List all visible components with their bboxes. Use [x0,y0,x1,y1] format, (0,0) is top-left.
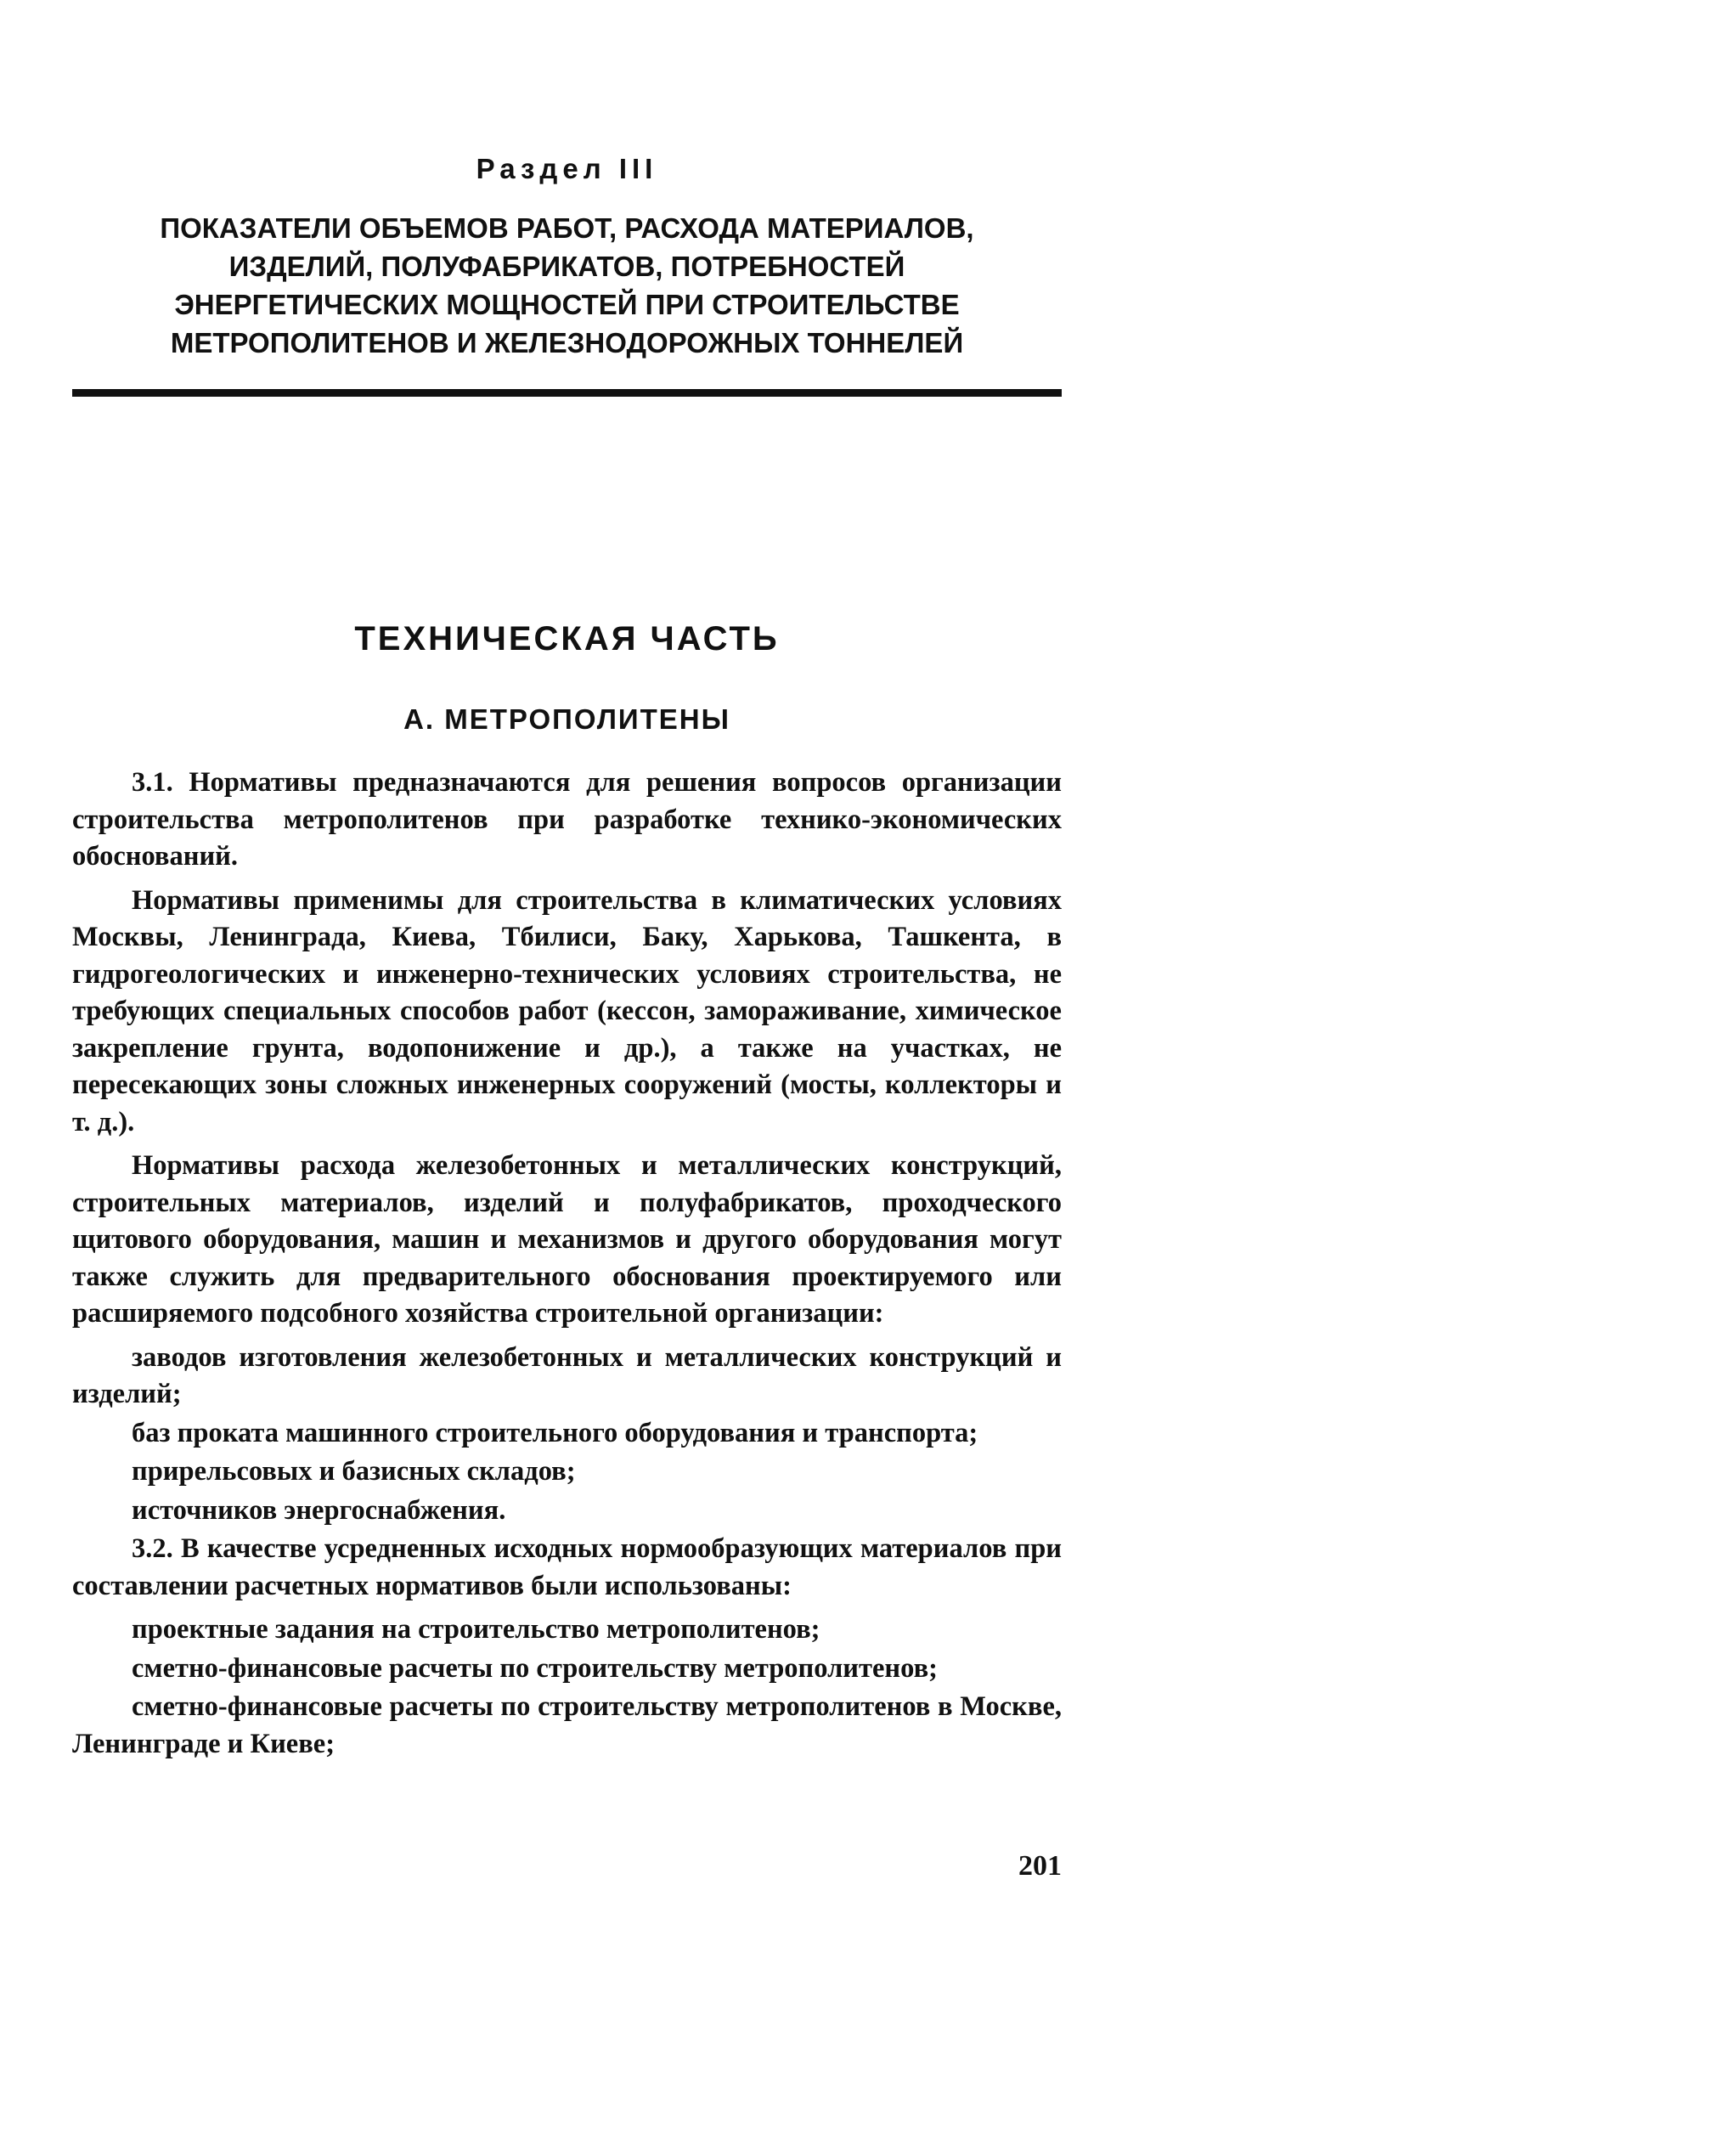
list-item: баз проката машинного строительного оборудования и транспорта; [132,1417,978,1448]
list-item: источников энергоснабжения. [132,1494,506,1526]
section-title-line: ПОКАЗАТЕЛИ ОБЪЕМОВ РАБОТ, РАСХОДА МАТЕРИАЛОВ, [160,212,974,244]
heading-technical-part: ТЕХНИЧЕСКАЯ ЧАСТЬ [354,620,780,658]
section-title [72,209,1062,362]
body-text [72,765,1062,1764]
section-label: Раздел III [476,153,658,184]
list-item: заводов изготовления железобетонных и металлических конструкций и изделий; [72,1341,1062,1409]
section-title-line: ЭНЕРГЕТИЧЕСКИХ МОЩНОСТЕЙ ПРИ СТРОИТЕЛЬСТВЕ [174,289,960,320]
section-title-line: ИЗДЕЛИЙ, ПОЛУФАБРИКАТОВ, ПОТРЕБНОСТЕЙ [228,251,905,282]
paragraph: 3.2. В качестве усредненных исходных нормообразующих материалов при составлении расчетных нормативов были использованы: [72,1533,1062,1601]
paragraph: 3.1. Нормативы предназначаются для решения вопросов организации строительства метрополитенов при разработке технико-экономических обоснований. [72,767,1062,872]
section-title-line: МЕТРОПОЛИТЕНОВ И ЖЕЛЕЗНОДОРОЖНЫХ ТОННЕЛЕЙ [170,327,964,358]
paragraph: Нормативы применимы для строительства в климатических условиях Москвы, Ленинграда, Киева, Тбилиси, Баку, Харькова, Ташкента, в гидрогеологических и инженерно-технических условиях строительства, не требующих специальных способов работ (кессон, замораживание, химическое закрепление грунта, водопонижение и др.), а также на участках, не пересекающих зоны сложных инженерных сооружений (мосты, коллекторы и т. д.). [72,884,1062,1137]
list-item: сметно-финансовые расчеты по строительству метрополитенов; [132,1652,938,1684]
list-item: сметно-финансовые расчеты по строительству метрополитенов в Москве, Ленинграде и Киеве; [72,1691,1062,1759]
list-item: проектные задания на строительство метрополитенов; [132,1614,820,1645]
heading-metro: А. МЕТРОПОЛИТЕНЫ [403,703,730,735]
paragraph: Нормативы расхода железобетонных и металлических конструкций, строительных материалов, изделий и полуфабрикатов, проходческого щитового оборудования, машин и механизмов и другого оборудования могут также служить для предварительного обоснования проектируемого или расширяемого подсобного хозяйства строительной организации: [72,1150,1062,1329]
horizontal-rule [72,389,1062,397]
page-number: 201 [1018,1850,1062,1882]
list-item: прирельсовых и базисных складов; [132,1456,576,1487]
